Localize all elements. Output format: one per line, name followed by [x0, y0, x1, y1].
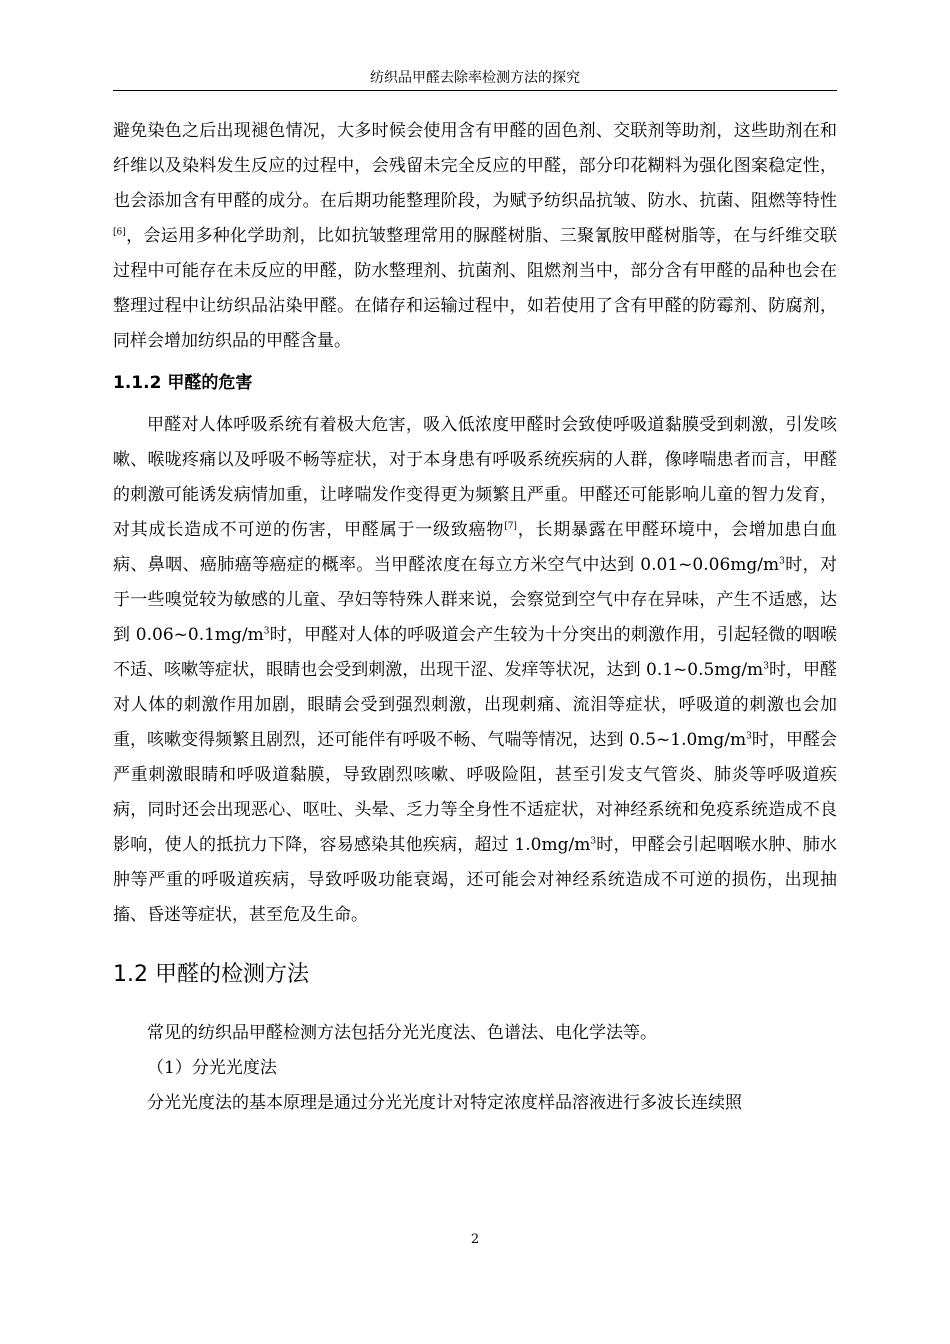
paragraph-methods-intro: 常见的纺织品甲醛检测方法包括分光光度法、色谱法、电化学法等。 [147, 1023, 657, 1043]
text-run: 时，甲醛对人体的刺激作用加剧，眼睛会受到强烈刺激，出现刺痛、流泪等症状，呼吸道的刺激也会加重，咳嗽变得频繁且剧烈，还可能伴有呼吸不畅、气喘等情况，达到 0.5~1.0mg/m [113, 660, 837, 750]
text-run: 时，甲醛会严重刺激眼睛和呼吸道黏膜，导致剧烈咳嗽、呼吸险阻，甚至引发支气管炎、肺炎等呼吸道疾病，同时还会出现恶心、呕吐、头晕、乏力等全身性不适症状，对神经系统和免疫系统造成不良影响，使人的抵抗力下降，容易感染其他疾病，超过 1.0mg/m [113, 730, 838, 855]
superscript-exponent: 3 [746, 731, 752, 742]
text-run: 时，甲醛会引起咽喉水肿、肺水肿等严重的呼吸道疾病，导致呼吸功能衰竭，还可能会对神经系统造成不可逆的损伤，出现抽搐、昏迷等症状，甚至危及生命。 [113, 835, 837, 925]
superscript-exponent: 3 [763, 661, 769, 672]
list-item-spectrophotometry: （1）分光光度法 [147, 1058, 277, 1078]
page-number: 2 [470, 1232, 480, 1247]
subsection-heading: 1.1.2 甲醛的危害 [113, 373, 253, 393]
citation-ref: [6] [113, 227, 126, 238]
text-run: 时，对于一些嗅觉较为敏感的儿童、孕妇等特殊人群来说，会察觉到空气中存在异味，产生不适感，达到 0.06~0.1mg/m [113, 555, 838, 645]
text-run: 时，甲醛对人体的呼吸道会产生较为十分突出的刺激作用，引起轻微的咽喉不适、咳嗽等症状，眼睛也会受到刺激，出现干涩、发痒等状况，达到 0.1~0.5mg/m [113, 625, 837, 680]
superscript-exponent: 3 [779, 556, 785, 567]
section-heading: 1.2 甲醛的检测方法 [113, 962, 309, 987]
superscript-exponent: 3 [590, 836, 597, 847]
text-run: ，会运用多种化学助剂，比如抗皱整理常用的脲醛树脂、三聚氰胺甲醛树脂等，在与纤维交联过程中可能存在未反应的甲醛，防水整理剂、抗菌剂、阻燃剂当中，部分含有甲醛的品种也会在整理过程中让纺织品沾染甲醛。在储存和运输过程中，如若使用了含有甲醛的防霉剂、防腐剂，同样会增加纺织品的甲醛含量。 [113, 226, 837, 351]
text-run: ，长期暴露在甲醛环境中，会增加患白血病、鼻咽、癌肺癌等癌症的概率。当甲醛浓度在每立方米空气中达到 0.01~0.06mg/m [113, 520, 837, 575]
citation-ref: [7] [504, 521, 517, 532]
paragraph-spectrophotometry: 分光光度法的基本原理是通过分光光度计对特定浓度样品溶液进行多波长连续照 [147, 1093, 742, 1113]
text-run: 甲醛对人体呼吸系统有着极大危害，吸入低浓度甲醛时会致使呼吸道黏膜受到刺激，引发咳嗽、喉咙疼痛以及呼吸不畅等症状，对于本身患有呼吸系统疾病的人群，像哮喘患者而言，甲醛的刺激可能诱发病情加重，让哮喘发作变得更为频繁且严重。甲醛还可能影响儿童的智力发育，对其成长造成不可逆的伤害，甲醛属于一级致癌物 [113, 415, 837, 540]
running-header: 纺织品甲醛去除率检测方法的探究 [113, 66, 837, 91]
paragraph-formaldehyde-hazards [113, 408, 837, 933]
text-run: 避免染色之后出现褪色情况，大多时候会使用含有甲醛的固色剂、交联剂等助剂，这些助剂在和纤维以及染料发生反应的过程中，会残留未完全反应的甲醛，部分印花糊料为强化图案稳定性，也会添加含有甲醛的成分。在后期功能整理阶段，为赋予纺织品抗皱、防水、抗菌、阻燃等特性 [113, 121, 837, 211]
superscript-exponent: 3 [263, 626, 270, 637]
page-content [113, 114, 837, 1121]
paragraph-formaldehyde-sources [113, 114, 837, 359]
